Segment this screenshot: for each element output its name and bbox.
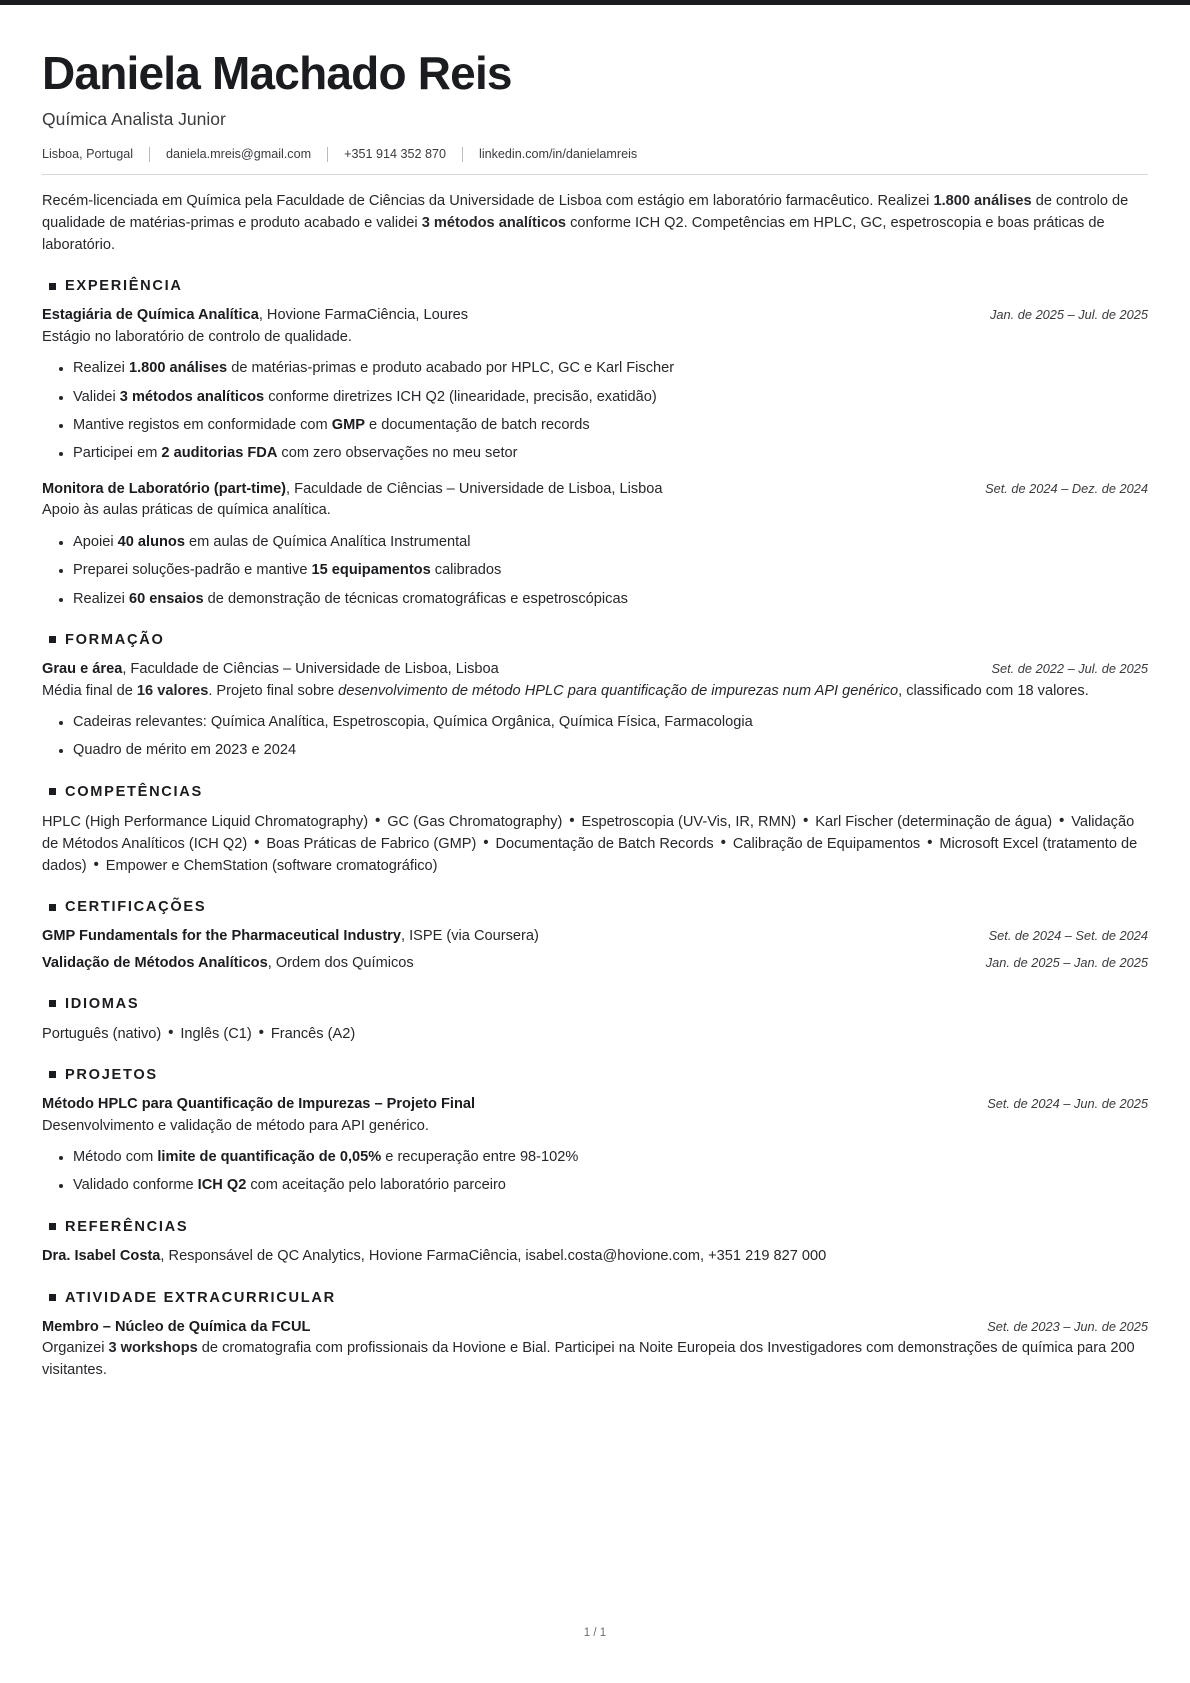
bullet-3-part-2: com zero observações no meu setor (277, 445, 518, 462)
bullet-item (42, 532, 1148, 553)
square-bullet-icon (49, 1071, 56, 1078)
section-header-referencias (42, 1219, 1148, 1235)
entry-role: GMP Fundamentals for the Pharmaceutical Industry (42, 928, 401, 945)
dot-separator-icon: • (1059, 812, 1065, 829)
certification-entry (42, 953, 1148, 974)
bullet-1-part-2: calibrados (430, 562, 502, 579)
extracurricular-0-title (42, 1317, 967, 1338)
extracurricular-0-date-range: Set. de 2023 – Jun. de 2025 (987, 1318, 1148, 1334)
formacao-entry-0-title (42, 659, 971, 680)
formacao-entry-0-date-range: Set. de 2022 – Jul. de 2025 (991, 660, 1148, 676)
skill-item: Microsoft Excel (tratamento de dados) (42, 835, 1138, 875)
contact-item-0[interactable]: Lisboa, Portugal (42, 147, 134, 162)
certification-0-date-range: Set. de 2024 – Set. de 2024 (988, 928, 1148, 944)
bullet-1-part-1: ICH Q2 (197, 1177, 247, 1194)
formacao-entry-description (42, 681, 1148, 703)
contact-line (42, 147, 1148, 162)
extracurricular-description (42, 1338, 1148, 1381)
bullet-0-part-1: limite de quantificação de 0,05% (157, 1149, 382, 1166)
reference-entry (42, 1246, 1148, 1268)
experiencia-entry (42, 305, 1148, 465)
section-title: PROJETOS (65, 1066, 158, 1083)
language-item: Inglês (C1) (180, 1025, 252, 1042)
entry-role: Método HPLC para Quantificação de Impurezas – Projeto Final (42, 1095, 476, 1112)
bullet-1-part-0: Preparei soluções-padrão e mantive (73, 562, 312, 579)
bullet-item (42, 1147, 1148, 1168)
dot-separator-icon: • (168, 1024, 174, 1041)
entry-role: Monitora de Laboratório (part-time) (42, 480, 287, 497)
section-header-idiomas (42, 996, 1148, 1012)
bullet-0-part-0: Método com (73, 1149, 158, 1166)
bullet-2-part-0: Mantive registos em conformidade com (73, 417, 332, 434)
language-item: Francês (A2) (270, 1025, 356, 1042)
project-description: Desenvolvimento e validação de método para API genérico. (42, 1117, 429, 1134)
dot-separator-icon: • (927, 834, 933, 851)
bullet-2-part-2: e documentação de batch records (365, 417, 590, 434)
experiencia-entry-1-header (42, 479, 1148, 500)
bullet-3-part-1: 2 auditorias FDA (161, 445, 278, 462)
project-list (42, 1094, 1148, 1197)
section-certificacoes (42, 899, 1148, 973)
certification-1-title (42, 953, 966, 974)
bullet-item (42, 387, 1148, 408)
experiencia-entry-list (42, 305, 1148, 610)
experiencia-entry-0-title (42, 305, 970, 326)
bullet-3-part-0: Participei em (73, 445, 162, 462)
formacao-entry (42, 659, 1148, 762)
formacao-desc-part-2: . Projeto final sobre (208, 682, 339, 699)
skill-item: Karl Fischer (determinação de água) (815, 813, 1053, 830)
dot-separator-icon: • (483, 834, 489, 851)
skill-item: GC (Gas Chromatography) (387, 813, 563, 830)
section-header-experiencia (42, 278, 1148, 294)
section-title: REFERÊNCIAS (65, 1218, 189, 1235)
bullet-1-part-2: com aceitação pelo laboratório parceiro (246, 1177, 506, 1194)
section-extracurricular (42, 1290, 1148, 1382)
formacao-entry-list (42, 659, 1148, 762)
dot-separator-icon: • (93, 857, 99, 874)
page-footer (0, 1627, 1190, 1639)
bullet-item (42, 560, 1148, 581)
bullet-2-part-1: 60 ensaios (128, 590, 204, 607)
skill-item: Boas Práticas de Fabrico (GMP) (266, 835, 477, 852)
section-header-extracurricular (42, 1290, 1148, 1306)
dot-separator-icon: • (720, 834, 726, 851)
skill-item: Calibração de Equipamentos (732, 835, 921, 852)
dot-separator-icon: • (803, 812, 809, 829)
experiencia-entry-0-date-range: Jan. de 2025 – Jul. de 2025 (990, 307, 1148, 323)
section-title: CERTIFICAÇÕES (65, 899, 207, 916)
entry-role: Estagiária de Química Analítica (42, 307, 259, 324)
formacao-entry-0-header (42, 659, 1148, 680)
bullet-0-part-0: Realizei (73, 360, 129, 377)
contact-item-1[interactable]: daniela.mreis@gmail.com (166, 147, 312, 162)
experiencia-entry-1-date-range: Set. de 2024 – Dez. de 2024 (985, 480, 1148, 496)
experiencia-entry-1-bullet-list (42, 532, 1148, 610)
square-bullet-icon (49, 1223, 56, 1230)
entry-role: Membro – Núcleo de Química da FCUL (42, 1318, 311, 1335)
section-title: COMPETÊNCIAS (65, 783, 203, 800)
section-formacao (42, 632, 1148, 762)
section-referencias (42, 1219, 1148, 1268)
bullet-1-part-0: Validado conforme (73, 1177, 198, 1194)
bullet-2-part-2: de demonstração de técnicas cromatográficas e espetroscópicas (203, 590, 628, 607)
bullet-2-part-0: Realizei (73, 590, 129, 607)
skills-list (42, 811, 1148, 878)
section-title: ATIVIDADE EXTRACURRICULAR (65, 1289, 336, 1306)
bullet-1-part-0: Quadro de mérito em 2023 e 2024 (73, 742, 297, 759)
square-bullet-icon (49, 1000, 56, 1007)
bullet-2-part-1: GMP (331, 417, 365, 434)
square-bullet-icon (49, 904, 56, 911)
contact-separator (327, 147, 328, 162)
bullet-0-part-0: Cadeiras relevantes: Química Analítica, Espetroscopia, Química Orgânica, Química Física, Farmacologia (73, 714, 753, 731)
square-bullet-icon (49, 788, 56, 795)
formacao-desc-part-4: , classificado com 18 valores. (898, 682, 1089, 699)
experiencia-entry-0-header (42, 305, 1148, 326)
summary-part-1: 1.800 análises (933, 192, 1032, 209)
candidate-headline: Química Analista Junior (42, 108, 226, 129)
bullet-0-part-2: em aulas de Química Analítica Instrumental (184, 533, 471, 550)
skill-item: Validação de Métodos Analíticos (ICH Q2) (42, 813, 1135, 852)
reference-details: , Responsável de QC Analytics, Hovione FarmaCiência, isabel.costa@hovione.com, +351 219 827 000 (160, 1247, 827, 1264)
bullet-item (42, 443, 1148, 464)
professional-summary (42, 190, 1148, 257)
entry-organization: , Faculdade de Ciências – Universidade de Lisboa, Lisboa (122, 660, 499, 677)
formacao-entry-0-bullet-list (42, 712, 1148, 762)
candidate-name: Daniela Machado Reis (42, 47, 512, 99)
language-item: Português (nativo) (42, 1025, 162, 1042)
extracurricular-entry (42, 1317, 1148, 1382)
contact-item-3[interactable]: linkedin.com/in/danielamreis (479, 147, 638, 162)
section-title: FORMAÇÃO (65, 631, 165, 648)
reference-name: Dra. Isabel Costa (42, 1247, 161, 1264)
section-title: IDIOMAS (65, 995, 140, 1012)
section-idiomas (42, 996, 1148, 1045)
bullet-item (42, 1175, 1148, 1196)
bullet-1-part-0: Validei (73, 388, 120, 405)
section-header-formacao (42, 632, 1148, 648)
certification-1-date-range: Jan. de 2025 – Jan. de 2025 (985, 954, 1148, 970)
contact-item-2[interactable]: +351 914 352 870 (344, 147, 447, 162)
dot-separator-icon: • (569, 812, 575, 829)
bullet-item (42, 712, 1148, 733)
square-bullet-icon (49, 636, 56, 643)
entry-organization: , Ordem dos Químicos (267, 954, 414, 971)
section-competencias (42, 784, 1148, 878)
resume-header (42, 48, 1148, 175)
square-bullet-icon (49, 283, 56, 290)
formacao-desc-part-1: 16 valores (136, 682, 209, 699)
header-divider (42, 174, 1148, 175)
bullet-0-part-2: de matérias-primas e produto acabado por HPLC, GC e Karl Fischer (227, 360, 675, 377)
section-experiencia (42, 278, 1148, 610)
entry-role: Validação de Métodos Analíticos (42, 954, 268, 971)
bullet-item (42, 358, 1148, 379)
experiencia-entry-description: Estágio no laboratório de controlo de qualidade. (42, 328, 352, 345)
dot-separator-icon: • (375, 812, 381, 829)
formacao-desc-part-0: Média final de (42, 682, 137, 699)
summary-part-2: de controlo de qualidade de matérias-primas e produto acabado e validei (42, 192, 1129, 231)
entry-organization: , ISPE (via Coursera) (400, 928, 539, 945)
bullet-1-part-1: 3 métodos analíticos (119, 388, 265, 405)
bullet-0-part-2: e recuperação entre 98-102% (381, 1149, 579, 1166)
experiencia-entry-1-title (42, 479, 965, 500)
certification-list (42, 926, 1148, 973)
contact-separator (462, 147, 463, 162)
bullet-0-part-1: 40 alunos (117, 533, 185, 550)
summary-part-4: conforme ICH Q2. Competências em HPLC, GC, espetroscopia e boas práticas de laboratório. (42, 214, 1105, 253)
dot-separator-icon: • (258, 1024, 264, 1041)
experiencia-entry (42, 479, 1148, 610)
skill-item: Espetroscopia (UV-Vis, IR, RMN) (581, 813, 797, 830)
section-header-certificacoes (42, 899, 1148, 915)
languages-list (42, 1023, 1148, 1045)
section-header-competencias (42, 784, 1148, 800)
certification-entry (42, 926, 1148, 947)
entry-organization: , Faculdade de Ciências – Universidade de Lisboa, Lisboa (286, 480, 663, 497)
project-0-bullet-list (42, 1147, 1148, 1197)
contact-separator (149, 147, 150, 162)
page-top-accent-bar (0, 0, 1190, 5)
extracurricular-0-header (42, 1317, 1148, 1338)
entry-role: Grau e área (42, 660, 123, 677)
extracurricular-desc-part-2: de cromatografia com profissionais da Hovione e Bial. Participei na Noite Europeia dos Investigadores com demonstrações de química para 200 visitantes. (42, 1340, 1135, 1378)
certification-1-header (42, 953, 1148, 974)
bullet-item (42, 415, 1148, 436)
certification-0-title (42, 926, 969, 947)
summary-part-0: Recém-licenciada em Química pela Faculdade de Ciências da Universidade de Lisboa com estágio em laboratório farmacêutico. Realizei (42, 192, 934, 209)
bullet-1-part-2: conforme diretrizes ICH Q2 (linearidade, precisão, exatidão) (264, 388, 657, 405)
section-header-projetos (42, 1067, 1148, 1083)
page-indicator: 1 / 1 (583, 1627, 607, 1639)
bullet-item (42, 740, 1148, 761)
project-entry (42, 1094, 1148, 1197)
extracurricular-entry-list (42, 1317, 1148, 1382)
certification-0-header (42, 926, 1148, 947)
summary-part-3: 3 métodos analíticos (421, 214, 567, 231)
extracurricular-desc-part-0: Organizei (42, 1340, 109, 1357)
experiencia-entry-0-bullet-list (42, 358, 1148, 464)
bullet-item (42, 589, 1148, 610)
dot-separator-icon: • (254, 834, 260, 851)
bullet-1-part-1: 15 equipamentos (311, 562, 431, 579)
project-0-header (42, 1094, 1148, 1115)
project-0-date-range: Set. de 2024 – Jun. de 2025 (987, 1095, 1148, 1111)
extracurricular-desc-part-1: 3 workshops (108, 1340, 198, 1357)
square-bullet-icon (49, 1294, 56, 1301)
bullet-0-part-1: 1.800 análises (128, 360, 228, 377)
section-projetos (42, 1067, 1148, 1197)
bullet-0-part-0: Apoiei (73, 533, 118, 550)
project-0-title (42, 1094, 967, 1115)
experiencia-entry-description: Apoio às aulas práticas de química analítica. (42, 502, 331, 519)
skill-item: HPLC (High Performance Liquid Chromatography) (42, 813, 369, 830)
section-title: EXPERIÊNCIA (65, 278, 183, 295)
formacao-desc-part-3: desenvolvimento de método HPLC para quantificação de impurezas num API genérico (338, 682, 899, 699)
entry-organization: , Hovione FarmaCiência, Loures (258, 307, 469, 324)
skill-item: Documentação de Batch Records (495, 835, 714, 852)
skill-item: Empower e ChemStation (software cromatográfico) (105, 858, 438, 875)
